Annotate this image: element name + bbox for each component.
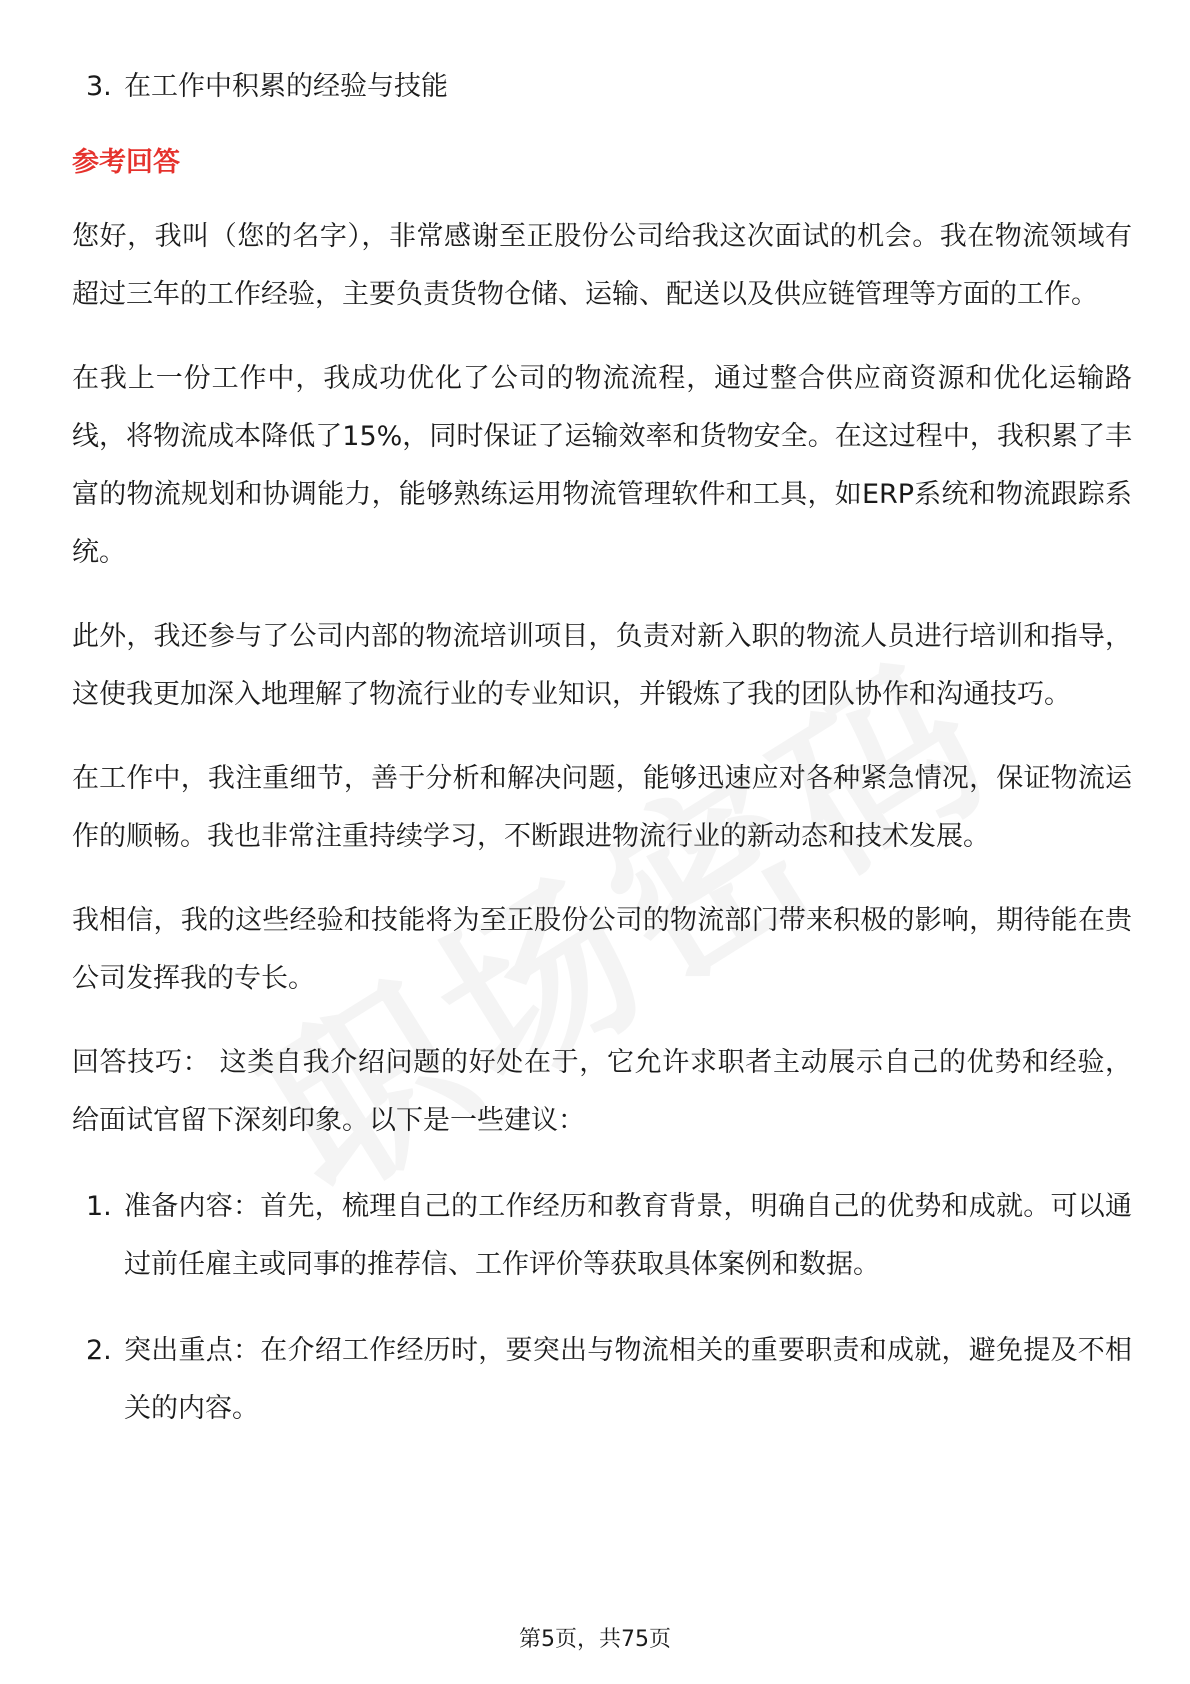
page-footer: 第5页，共75页 <box>519 1627 671 1652</box>
question-text: 在工作中积累的经验与技能 <box>124 71 448 102</box>
tip-text: 突出重点：在介绍工作经历时，要突出与物流相关的重要职责和成就，避免提及不相关的内容。 <box>124 1335 1132 1424</box>
paragraph-training: 此外，我还参与了公司内部的物流培训项目，负责对新入职的物流人员进行培训和指导，这使我更加深入地理解了物流行业的专业知识，并锻炼了我的团队协作和沟通技巧。 <box>72 621 1132 710</box>
document-body <box>72 58 1132 1438</box>
tip-text: 准备内容：首先，梳理自己的工作经历和教育背景，明确自己的优势和成就。可以通过前任雇主或同事的推荐信、工作评价等获取具体案例和数据。 <box>124 1191 1132 1280</box>
answer-heading: 参考回答 <box>72 147 180 178</box>
paragraph-work-style: 在工作中，我注重细节，善于分析和解决问题，能够迅速应对各种紧急情况，保证物流运作的顺畅。我也非常注重持续学习，不断跟进物流行业的新动态和技术发展。 <box>72 763 1132 852</box>
tip-item <box>72 1322 1132 1438</box>
tip-number: 2. <box>86 1335 112 1366</box>
paragraph-closing: 我相信，我的这些经验和技能将为至正股份公司的物流部门带来积极的影响，期待能在贵公司发挥我的专长。 <box>72 905 1132 994</box>
paragraph-tips-intro: 回答技巧： 这类自我介绍问题的好处在于，它允许求职者主动展示自己的优势和经验，给面试官留下深刻印象。以下是一些建议： <box>72 1047 1132 1136</box>
paragraph-intro: 您好，我叫（您的名字），非常感谢至正股份公司给我这次面试的机会。我在物流领域有超过三年的工作经验，主要负责货物仓储、运输、配送以及供应链管理等方面的工作。 <box>72 221 1132 310</box>
paragraph-achievement: 在我上一份工作中，我成功优化了公司的物流流程，通过整合供应商资源和优化运输路线，将物流成本降低了15%，同时保证了运输效率和货物安全。在这过程中，我积累了丰富的物流规划和协调能力，能够熟练运用物流管理软件和工具，如ERP系统和物流跟踪系统。 <box>72 363 1132 568</box>
question-item <box>72 58 1132 116</box>
tip-number: 1. <box>86 1191 112 1222</box>
question-number: 3. <box>86 71 112 102</box>
tips-list <box>72 1178 1132 1438</box>
tip-item <box>72 1178 1132 1294</box>
